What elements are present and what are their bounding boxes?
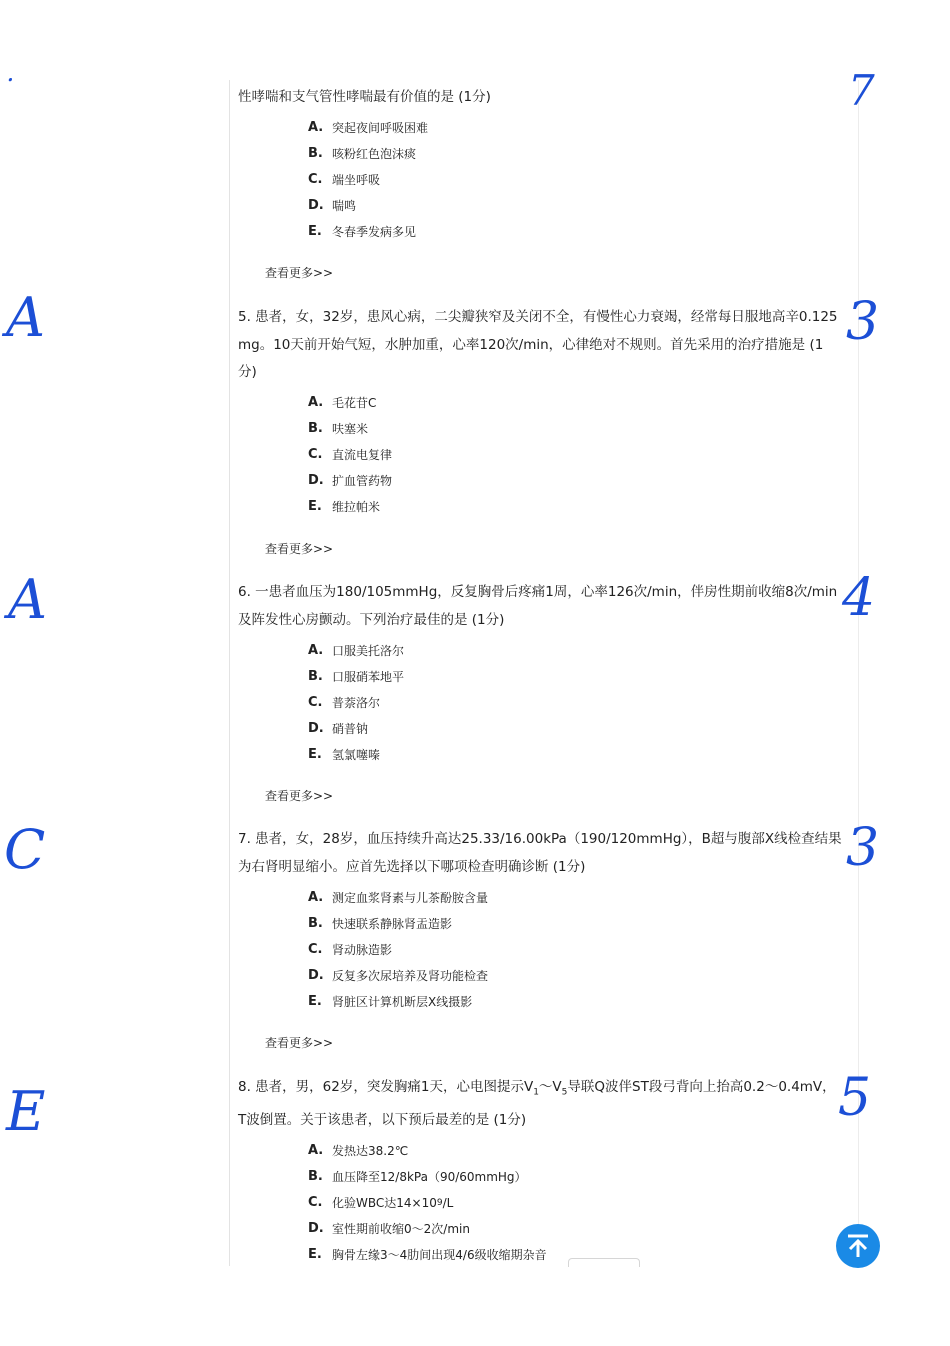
option-e[interactable]: E. 冬春季发病多见 <box>308 224 417 239</box>
back-to-top-button[interactable] <box>836 1224 880 1268</box>
handwritten-mark: 3 <box>846 818 880 878</box>
handwritten-answer-q8: E <box>6 1080 46 1143</box>
options-list <box>308 115 912 245</box>
view-more-link[interactable]: 查看更多>> <box>265 789 334 803</box>
question-7 <box>238 826 842 1011</box>
option-d[interactable]: D. 硝普钠 <box>308 720 369 736</box>
question-text: 7. 患者，女，28岁，血压持续升高达25.33/16.00kPa（190/120mmHg），B超与腹部X线检查结果为右肾明显缩小。应首先选择以下哪项检查明确诊断 (1分) <box>238 831 842 875</box>
question-text: 性哮喘和支气管性哮喘最有价值的是 (1分) <box>238 89 491 105</box>
option-c[interactable]: C. 端坐呼吸 <box>308 172 381 187</box>
option-c[interactable]: C. 肾动脉造影 <box>308 941 393 957</box>
page-tab-stub <box>568 1258 640 1267</box>
option-c[interactable]: C. 直流电复律 <box>308 447 393 462</box>
options-list <box>308 637 912 767</box>
view-more-link[interactable]: 查看更多>> <box>265 266 334 280</box>
handwritten-mark: 3 <box>846 292 880 352</box>
options-list <box>308 1138 912 1268</box>
option-c[interactable]: C. 普萘洛尔 <box>308 694 381 710</box>
option-d[interactable]: D. 喘鸣 <box>308 198 357 213</box>
option-a[interactable]: A. 毛花苷C <box>308 395 377 410</box>
option-d[interactable]: D. 室性期前收缩0～2次/min <box>308 1221 470 1237</box>
left-margin-line <box>229 80 230 1266</box>
option-d[interactable]: D. 反复多次尿培养及肾功能检查 <box>308 967 489 983</box>
option-e[interactable]: E. 胸骨左缘3～4肋间出现4/6级收缩期杂音 <box>308 1247 547 1263</box>
question-text: 5. 患者，女，32岁，患风心病，二尖瓣狭窄及关闭不全，有慢性心力衰竭，经常每日服地高辛0.125mg。10天前开始气短，水肿加重，心率120次/min，心律绝对不规则。首先采用的治疗措施是 (1分) <box>238 309 838 380</box>
option-a[interactable]: A. 突起夜间呼吸困难 <box>308 120 429 135</box>
option-e[interactable]: E. 肾脏区计算机断层X线摄影 <box>308 993 473 1009</box>
handwritten-answer-q5: A <box>6 286 45 349</box>
handwritten-mark: 4 <box>842 568 876 628</box>
option-a[interactable]: A. 测定血浆肾素与儿茶酚胺含量 <box>308 889 489 905</box>
option-b[interactable]: B. 血压降至12/8kPa（90/60mmHg） <box>308 1169 527 1185</box>
arrow-up-icon <box>845 1233 871 1259</box>
view-more-link[interactable]: 查看更多>> <box>265 542 334 556</box>
option-e[interactable]: E. 维拉帕米 <box>308 499 381 514</box>
option-b[interactable]: B. 快速联系静脉肾盂造影 <box>308 915 453 931</box>
question-text: 6. 一患者血压为180/105mmHg，反复胸骨后疼痛1周，心率126次/min，伴房性期前收缩8次/min及阵发性心房颤动。下列治疗最佳的是 (1分) <box>238 584 838 628</box>
option-e[interactable]: E. 氢氯噻嗪 <box>308 746 381 762</box>
option-d[interactable]: D. 扩血管药物 <box>308 473 393 488</box>
question-8 <box>238 1074 842 1265</box>
handwritten-mark: 7 <box>848 66 875 115</box>
handwritten-answer-q7: C <box>4 818 46 881</box>
question-6 <box>238 579 842 764</box>
options-list <box>308 884 912 1014</box>
option-a[interactable]: A. 发热达38.2℃ <box>308 1143 409 1159</box>
option-b[interactable]: B. 咳粉红色泡沫痰 <box>308 146 417 161</box>
option-b[interactable]: B. 呋塞米 <box>308 421 369 436</box>
handwritten-answer-q6: A <box>8 568 47 631</box>
view-more-link[interactable]: 查看更多>> <box>265 1036 334 1050</box>
question-5 <box>238 304 842 517</box>
handwriting-fragment: ꞏ <box>6 70 12 91</box>
question-text: 8. 患者，男，62岁，突发胸痛1天，心电图提示$V_1\sim V_5$导联Q波伴ST段弓背向上抬高0.2～0.4mV，T波倒置。关于该患者，以下预后最差的是 (1分) <box>238 1079 836 1129</box>
option-c[interactable]: C. 化验WBC达14×10 9 /L <box>308 1195 454 1211</box>
options-list <box>308 390 912 520</box>
question-4 <box>238 84 842 242</box>
handwritten-mark: 5 <box>838 1068 872 1128</box>
option-b[interactable]: B. 口服硝苯地平 <box>308 668 405 684</box>
option-a[interactable]: A. 口服美托洛尔 <box>308 642 405 658</box>
